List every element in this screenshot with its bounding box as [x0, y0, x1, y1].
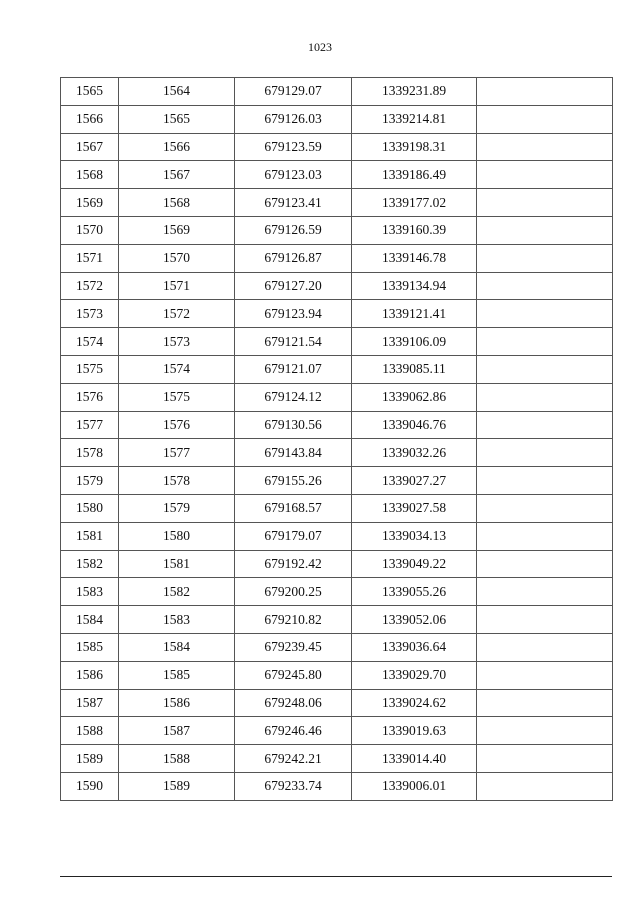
table-cell: 1339121.41 [352, 300, 477, 328]
table-cell [477, 439, 613, 467]
table-cell: 1589 [119, 772, 235, 800]
table-cell: 1588 [61, 717, 119, 745]
table-cell [477, 216, 613, 244]
table-cell: 679121.07 [235, 355, 352, 383]
table-cell: 1566 [61, 105, 119, 133]
table-row [61, 745, 613, 773]
table-cell [477, 494, 613, 522]
table-cell [477, 550, 613, 578]
table-row [61, 494, 613, 522]
table-cell: 679123.03 [235, 161, 352, 189]
table-cell [477, 161, 613, 189]
table-cell: 1339146.78 [352, 244, 477, 272]
table-row [61, 355, 613, 383]
table-cell [477, 606, 613, 634]
table-cell: 679246.46 [235, 717, 352, 745]
table-cell: 1339027.27 [352, 467, 477, 495]
table-row [61, 578, 613, 606]
table-cell: 1339186.49 [352, 161, 477, 189]
table-cell: 1569 [119, 216, 235, 244]
table-cell: 1339006.01 [352, 772, 477, 800]
table-row [61, 244, 613, 272]
table-cell: 1577 [61, 411, 119, 439]
table-cell: 1580 [61, 494, 119, 522]
table-cell: 1339106.09 [352, 328, 477, 356]
table-cell: 679192.42 [235, 550, 352, 578]
table-cell: 1588 [119, 745, 235, 773]
table-cell: 679127.20 [235, 272, 352, 300]
table-cell: 1339046.76 [352, 411, 477, 439]
table-cell: 1583 [61, 578, 119, 606]
footer-rule [60, 876, 612, 877]
table-cell: 1566 [119, 133, 235, 161]
table-row [61, 189, 613, 217]
table-cell: 1573 [119, 328, 235, 356]
table-cell: 1587 [119, 717, 235, 745]
table-cell: 1339052.06 [352, 606, 477, 634]
table-cell: 1574 [61, 328, 119, 356]
table-cell: 1579 [61, 467, 119, 495]
table-cell: 1339160.39 [352, 216, 477, 244]
table-cell: 679242.21 [235, 745, 352, 773]
table-cell: 679123.94 [235, 300, 352, 328]
table-cell: 1339027.58 [352, 494, 477, 522]
table-cell: 1578 [119, 467, 235, 495]
table-cell: 679130.56 [235, 411, 352, 439]
table-cell: 1339029.70 [352, 661, 477, 689]
table-cell: 1570 [61, 216, 119, 244]
table-cell: 679168.57 [235, 494, 352, 522]
table-cell: 1584 [119, 633, 235, 661]
coordinates-table [60, 77, 613, 801]
table-row [61, 272, 613, 300]
table-row [61, 633, 613, 661]
table-cell: 679121.54 [235, 328, 352, 356]
table-row [61, 216, 613, 244]
table-cell: 1339055.26 [352, 578, 477, 606]
table-cell: 1586 [119, 689, 235, 717]
table-cell: 1570 [119, 244, 235, 272]
table-cell: 679143.84 [235, 439, 352, 467]
table-cell: 1575 [61, 355, 119, 383]
table-cell: 679239.45 [235, 633, 352, 661]
table-cell: 1569 [61, 189, 119, 217]
table-cell: 1339024.62 [352, 689, 477, 717]
table-cell: 1587 [61, 689, 119, 717]
table-cell [477, 355, 613, 383]
table-row [61, 383, 613, 411]
table-cell: 1572 [61, 272, 119, 300]
table-row [61, 467, 613, 495]
table-cell: 1585 [61, 633, 119, 661]
table-cell: 1339085.11 [352, 355, 477, 383]
table-cell [477, 244, 613, 272]
table-row [61, 105, 613, 133]
table-cell: 1567 [119, 161, 235, 189]
table-cell: 1578 [61, 439, 119, 467]
table-cell: 1585 [119, 661, 235, 689]
table-cell: 679126.59 [235, 216, 352, 244]
table-cell: 1580 [119, 522, 235, 550]
table-cell: 1339177.02 [352, 189, 477, 217]
table-cell [477, 717, 613, 745]
table-cell [477, 467, 613, 495]
table-cell: 1339019.63 [352, 717, 477, 745]
table-cell: 679248.06 [235, 689, 352, 717]
table-cell: 679245.80 [235, 661, 352, 689]
table-cell: 1590 [61, 772, 119, 800]
table-cell: 1339231.89 [352, 78, 477, 106]
table-cell: 1565 [61, 78, 119, 106]
page-number: 1023 [308, 40, 332, 54]
table-cell [477, 189, 613, 217]
table-cell [477, 133, 613, 161]
table-cell [477, 689, 613, 717]
table-cell [477, 772, 613, 800]
table-cell: 1339014.40 [352, 745, 477, 773]
table-cell: 679155.26 [235, 467, 352, 495]
table-cell: 1577 [119, 439, 235, 467]
table-body [61, 78, 613, 801]
table-cell: 1581 [61, 522, 119, 550]
table-row [61, 328, 613, 356]
table-cell: 1579 [119, 494, 235, 522]
table-cell: 1584 [61, 606, 119, 634]
table-cell: 1339034.13 [352, 522, 477, 550]
table-cell: 1582 [61, 550, 119, 578]
table-cell: 1567 [61, 133, 119, 161]
table-cell [477, 272, 613, 300]
table-row [61, 772, 613, 800]
table-cell: 1576 [119, 411, 235, 439]
table-cell [477, 328, 613, 356]
table-cell: 679126.03 [235, 105, 352, 133]
table-cell: 679129.07 [235, 78, 352, 106]
table-cell: 1571 [119, 272, 235, 300]
table-row [61, 439, 613, 467]
table-row [61, 689, 613, 717]
table-row [61, 606, 613, 634]
table-cell [477, 745, 613, 773]
table-cell [477, 661, 613, 689]
table-cell [477, 633, 613, 661]
table-cell: 679124.12 [235, 383, 352, 411]
table-cell: 679200.25 [235, 578, 352, 606]
table-cell: 1339198.31 [352, 133, 477, 161]
table-cell: 1339214.81 [352, 105, 477, 133]
table-cell [477, 411, 613, 439]
table-cell: 1583 [119, 606, 235, 634]
table-row [61, 78, 613, 106]
table-cell: 679123.59 [235, 133, 352, 161]
table-cell: 1581 [119, 550, 235, 578]
table-cell [477, 578, 613, 606]
table-cell [477, 522, 613, 550]
table-row [61, 717, 613, 745]
table-cell: 1571 [61, 244, 119, 272]
table-cell: 679126.87 [235, 244, 352, 272]
table-cell [477, 78, 613, 106]
table-row [61, 550, 613, 578]
table-cell: 1573 [61, 300, 119, 328]
table-row [61, 661, 613, 689]
table-cell: 679210.82 [235, 606, 352, 634]
table-cell: 679179.07 [235, 522, 352, 550]
table-cell: 679233.74 [235, 772, 352, 800]
table-cell: 1565 [119, 105, 235, 133]
table-cell: 1564 [119, 78, 235, 106]
table-cell: 1572 [119, 300, 235, 328]
table-row [61, 411, 613, 439]
table-row [61, 161, 613, 189]
table-cell: 1339036.64 [352, 633, 477, 661]
table-row [61, 133, 613, 161]
table-cell [477, 105, 613, 133]
table-cell: 1586 [61, 661, 119, 689]
table-cell [477, 383, 613, 411]
table-cell: 679123.41 [235, 189, 352, 217]
table-cell: 1568 [61, 161, 119, 189]
table-cell: 1339062.86 [352, 383, 477, 411]
table-cell: 1575 [119, 383, 235, 411]
table-cell: 1339032.26 [352, 439, 477, 467]
table-cell [477, 300, 613, 328]
table-cell: 1339134.94 [352, 272, 477, 300]
table-cell: 1589 [61, 745, 119, 773]
table-row [61, 522, 613, 550]
table-cell: 1574 [119, 355, 235, 383]
table-cell: 1576 [61, 383, 119, 411]
table-cell: 1568 [119, 189, 235, 217]
table-cell: 1582 [119, 578, 235, 606]
table-cell: 1339049.22 [352, 550, 477, 578]
table-row [61, 300, 613, 328]
